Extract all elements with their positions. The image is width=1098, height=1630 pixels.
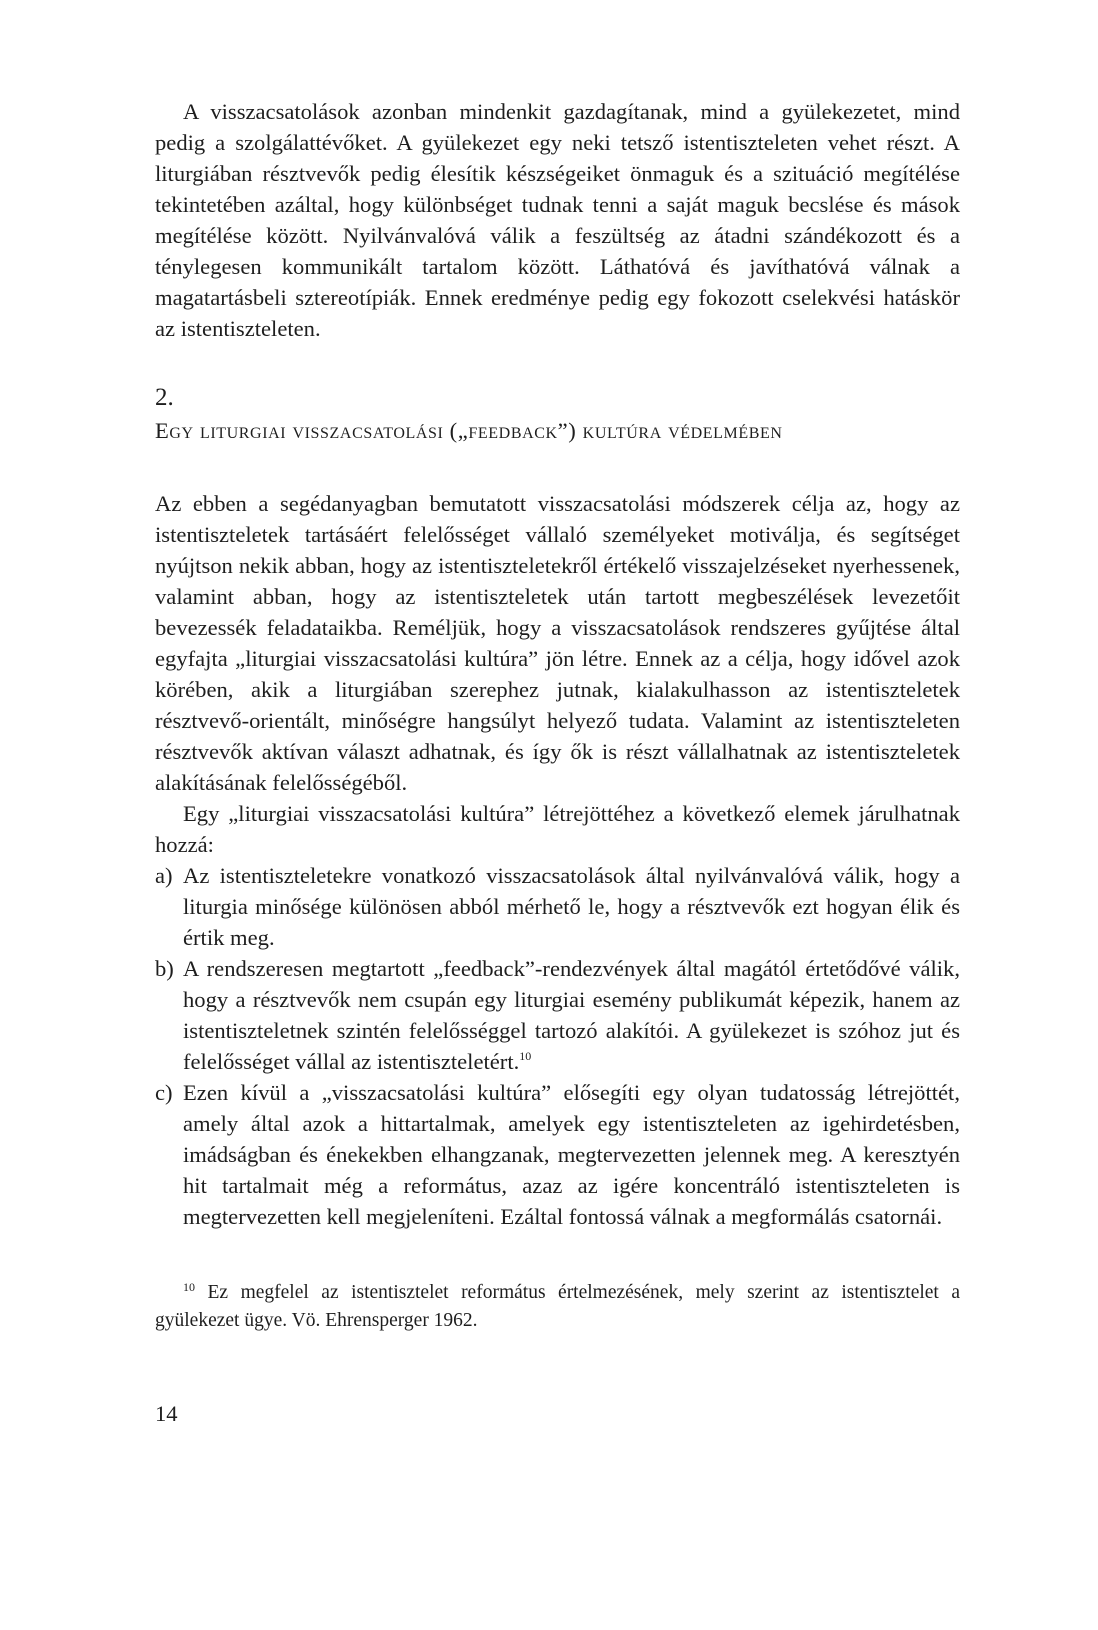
list-item-text: [183, 953, 960, 1077]
footnote-reference[interactable]: 10: [519, 1049, 532, 1063]
section-number: 2.: [155, 384, 174, 411]
list-item-c: [155, 1077, 960, 1232]
page-content: [155, 96, 960, 1335]
list-item-a: [155, 860, 960, 953]
section-title: Egy liturgiai visszacsatolási („feedback”) kultúra védelmében: [155, 418, 783, 443]
body-paragraph-2: Egy „liturgiai visszacsatolási kultúra” létrejöttéhez a következő elemek járulhatnak hozzá:: [155, 801, 960, 857]
list-item-b: [155, 953, 960, 1077]
page-number: 14: [155, 1401, 178, 1426]
footnote-number: 10: [183, 1280, 195, 1294]
list-item-body: A rendszeresen megtartott „feedback”-rendezvények által magától értetődővé válik, hogy a résztvevők nem csupán egy liturgiai esemény publikumát képezik, hanem az istentiszteletnek szintén felelősséggel tartozó alakítói. A gyülekezet is szóhoz jut és felelősséget vállal az istentiszteletért.: [183, 956, 960, 1074]
list-marker: c): [155, 1080, 173, 1105]
intro-paragraph: A visszacsatolások azonban mindenkit gazdagítanak, mind a gyülekezetet, mind pedig a szolgálattévőket. A gyülekezet egy neki tetsző istentiszteleten vehet részt. A liturgiában résztvevők pedig élesítik készségeiket önmaguk és a szituáció megítélése tekintetében azáltal, hogy különbséget tudnak tenni a saját maguk becslése és mások megítélése között. Nyilvánvalóvá válik a feszültség az átadni szándékozott és a ténylegesen kommunikált tartalom között. Láthatóvá és javíthatóvá válnak a magatartásbeli sztereotípiák. Ennek eredménye pedig egy fokozott cselekvési hatáskör az istentiszteleten.: [155, 99, 960, 341]
element-list: [155, 860, 960, 1232]
list-marker: a): [155, 863, 173, 888]
list-item-text: Ezen kívül a „visszacsatolási kultúra” elősegíti egy olyan tudatosság létrejöttét, amely által azok a hittartalmak, amelyek egy istentiszteleten az igehirdetésben, imádságban és énekekben elhangzanak, megtervezetten jelennek meg. A keresztyén hit tartalmait még a református, azaz az igére koncentráló istentiszteleten is megtervezetten kell megjeleníteni. Ezáltal fontossá válnak a megformálás csatornái.: [183, 1080, 960, 1229]
footnote: [155, 1279, 960, 1335]
body-paragraph-1: Az ebben a segédanyagban bemutatott visszacsatolási módszerek célja az, hogy az istentiszteletek tartásáért felelősséget vállaló személyeket motiválja, és segítséget nyújtson nekik abban, hogy az istentiszteletekről értékelő visszajelzéseket nyerhessenek, valamint abban, hogy az istentiszteletek után tartott megbeszélések levezetőit bevezessék feladataikba. Reméljük, hogy a visszacsatolások rendszeres gyűjtése által egyfajta „liturgiai visszacsatolási kultúra” jön létre. Ennek az a célja, hogy idővel azok körében, akik a liturgiában szerephez jutnak, kialakulhasson az istentiszteletek résztvevő-orientált, minőségre hangsúlyt helyező tudata. Valamint az istentiszteleten résztvevők aktívan választ adhatnak, és így ők is részt vállalhatnak az istentiszteletek alakításának felelősségéből.: [155, 491, 960, 795]
footnote-text: Ez megfelel az istentisztelet református értelmezésének, mely szerint az istentisztelet a gyülekezet ügye. Vö. Ehrensperger 1962.: [155, 1282, 960, 1331]
list-marker: b): [155, 956, 174, 981]
list-item-text: Az istentiszteletekre vonatkozó visszacsatolások által nyilvánvalóvá válik, hogy a liturgia minősége különösen abból mérhető le, hogy a résztvevők ezt hogyan élik és értik meg.: [183, 863, 960, 950]
